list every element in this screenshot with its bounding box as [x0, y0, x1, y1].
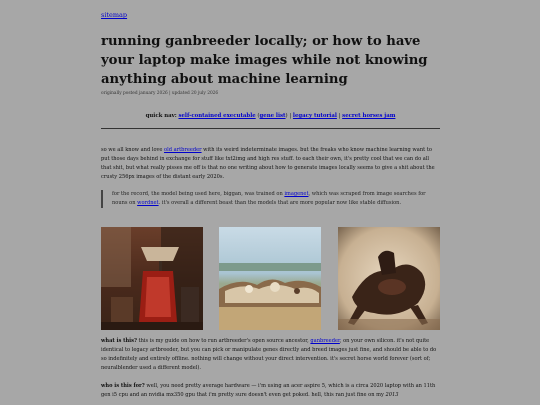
what-heading: what is this? [101, 338, 137, 344]
intro-paragraph [101, 146, 440, 182]
who-paragraph [101, 382, 440, 400]
who-heading: who is this for? [101, 383, 145, 389]
wordnet-link[interactable]: wordnet [137, 200, 159, 206]
quick-nav-gene-list-link[interactable]: gene list [259, 113, 286, 119]
what-paragraph [101, 337, 440, 373]
who-text-italic: 2013 [385, 392, 399, 398]
example-image-beach [219, 227, 321, 330]
intro-text: so we all know and love [101, 147, 165, 153]
quote-text: for the record, the model being used here, biggan, was trained on [112, 191, 285, 197]
quick-nav [101, 113, 440, 119]
who-text: well, you need pretty average hardware — i'm using an acer aspire 5, which is a circa 2020 laptop with an 11th gen i5 cpu and an nvidia mx350 gpu that i'm pretty sure doesn't even get poked. hell, this ran just fine on my [101, 383, 436, 398]
blockquote [101, 190, 434, 208]
quick-nav-sep: | [338, 113, 341, 119]
posted-date: originally posted january 2026 | updated 20 july 2026 [101, 91, 219, 96]
example-images [101, 227, 440, 330]
ganbreeder-link[interactable]: ganbreeder [310, 338, 340, 344]
divider [101, 128, 440, 129]
quick-nav-paren-close: ) [285, 113, 288, 119]
example-image-interior [101, 227, 203, 330]
quick-nav-label: quick nav: [145, 113, 177, 119]
page-title: running ganbreeder locally; or how to have your laptop make images while not knowing anything about machine learning [101, 34, 428, 87]
quick-nav-paren-open: ( [257, 113, 260, 119]
old-artbreeder-link[interactable]: old artbreeder [164, 147, 202, 153]
quick-nav-legacy-link[interactable]: legacy tutorial [292, 113, 337, 119]
what-text: this is my guide on how to run artbreeder's open source ancestor, [136, 338, 311, 344]
quick-nav-horses-link[interactable]: secret horses jam [342, 113, 396, 119]
intro-text: with its weird indeterminate images. but the freaks who know machine learning want to put those days behind in exchange for stuff like txt2img and high res stuff. to each their own, it's pretty cool that we can do all that shit, but what really pisses me off is that no one writing about how to generate images locally seems to give a shit about the crusty 256px images of the distant early 2020s. [101, 147, 435, 180]
sitemap-link[interactable]: sitemap [101, 11, 128, 19]
quick-nav-sep: | [289, 113, 292, 119]
quote-text: . it's overall a different beast than the models that are more popular now like stable diffusion. [158, 200, 402, 206]
quick-nav-executable-link[interactable]: self-contained executable [178, 113, 256, 119]
what-text: , on your own silicon. it's not quite identical to legacy artbreeder, but you can pick or manipulate genes directly and breed images just fine, and should be able to do so indefinitely and entirely offline. nothing will change without your direct intervention. it's secret horse world forever (sort of; neuralblender used a different model). [101, 338, 437, 371]
imagenet-link[interactable]: imagenet [284, 191, 309, 197]
quote-text: , which was scraped from image searches for nouns on [112, 191, 426, 206]
example-image-creature [338, 227, 440, 330]
